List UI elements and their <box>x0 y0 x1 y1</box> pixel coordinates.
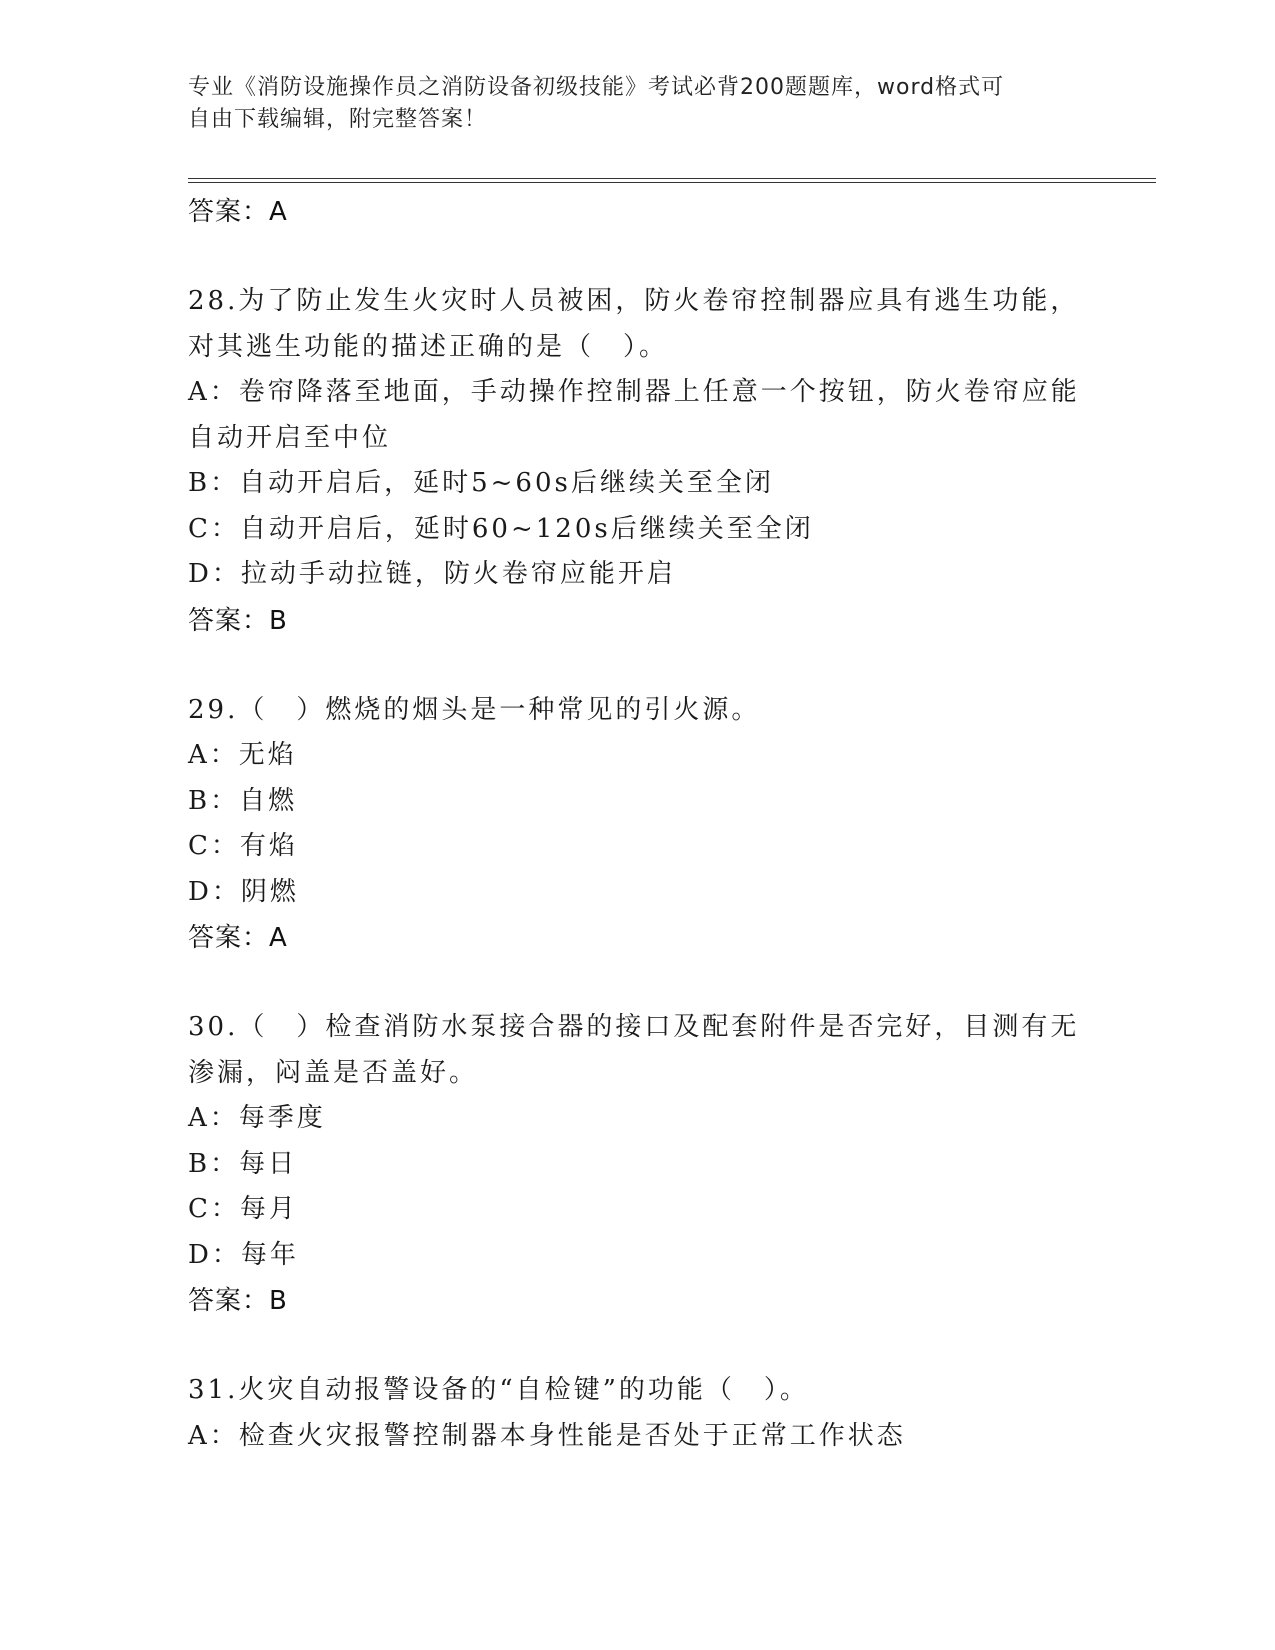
question-31 <box>188 1368 1088 1459</box>
header-line-1: 专业《消防设施操作员之消防设备初级技能》考试必背200题题库，word格式可 <box>188 75 1005 100</box>
question-text: 29.（ ）燃烧的烟头是一种常见的引火源。 <box>188 694 761 725</box>
option-b: B：每日 <box>188 1148 298 1179</box>
document-body <box>188 189 1088 1459</box>
answer-line: 答案：B <box>188 605 288 636</box>
option-b: B：自燃 <box>188 785 298 816</box>
option-a-continued: 自动开启至中位 <box>188 422 392 453</box>
option-d: D：阴燃 <box>188 876 299 907</box>
answer-line: 答案：A <box>188 197 288 227</box>
option-c: C：每月 <box>188 1194 298 1224</box>
question-text: 对其逃生功能的描述正确的是（ ）。 <box>188 331 669 362</box>
answer-line: 答案：A <box>188 923 288 953</box>
question-30 <box>188 1005 1088 1324</box>
header-divider <box>188 178 1156 183</box>
option-a: A：卷帘降落至地面，手动操作控制器上任意一个按钮，防火卷帘应能 <box>188 377 1080 407</box>
option-c: C：自动开启后，延时60~120s后继续关至全闭 <box>188 513 814 544</box>
option-b: B：自动开启后，延时5~60s后继续关至全闭 <box>188 468 774 498</box>
option-d: D：每年 <box>188 1239 299 1270</box>
option-a: A：无焰 <box>188 740 297 770</box>
question-29 <box>188 688 1088 962</box>
page-header <box>188 72 1088 136</box>
answer-line: 答案：B <box>188 1286 288 1316</box>
option-c: C：有焰 <box>188 831 298 861</box>
option-a: A：检查火灾报警控制器本身性能是否处于正常工作状态 <box>188 1420 906 1451</box>
question-text: 30.（ ）检查消防水泵接合器的接口及配套附件是否完好，目测有无 <box>188 1012 1080 1042</box>
question-text: 31.火灾自动报警设备的“自检键”的功能（ ）。 <box>188 1375 809 1405</box>
option-d: D：拉动手动拉链，防火卷帘应能开启 <box>188 559 676 589</box>
question-28 <box>188 279 1088 644</box>
question-text: 渗漏，闷盖是否盖好。 <box>188 1057 479 1088</box>
header-line-2: 自由下载编辑，附完整答案！ <box>188 107 488 132</box>
option-a: A：每季度 <box>188 1103 326 1133</box>
question-text: 28.为了防止发生火灾时人员被困，防火卷帘控制器应具有逃生功能， <box>188 286 1080 316</box>
